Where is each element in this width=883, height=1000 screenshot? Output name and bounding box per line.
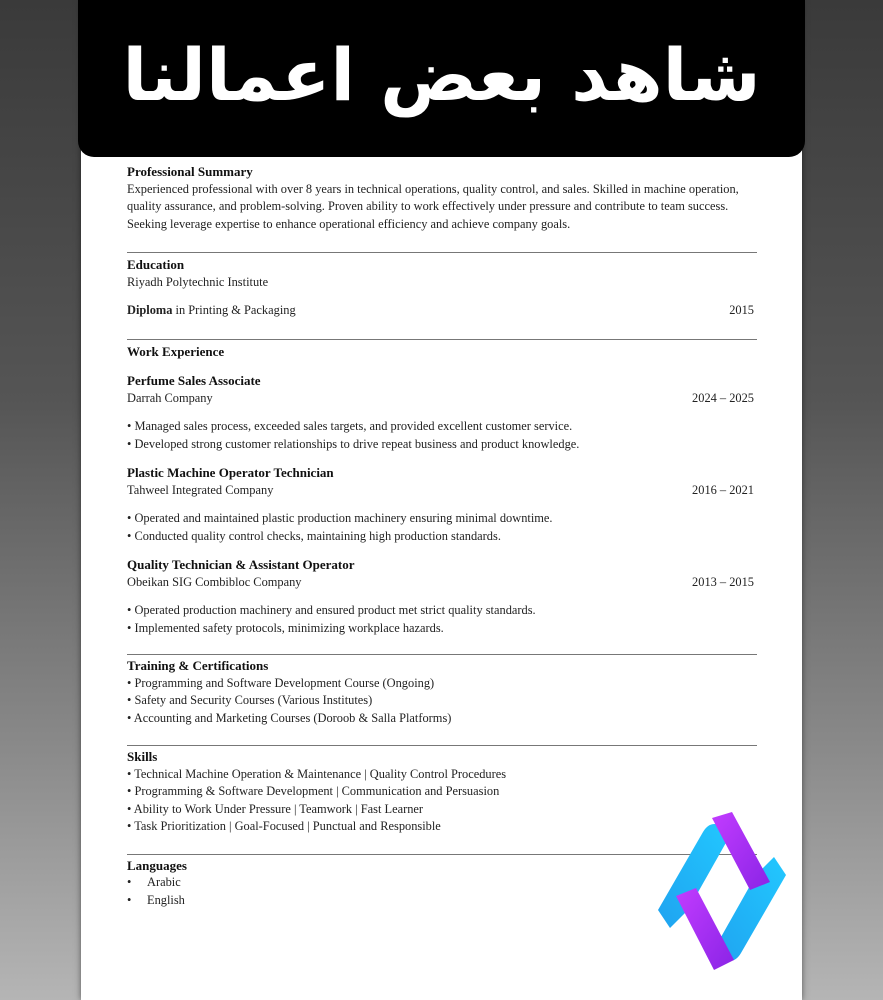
job-bullets	[127, 418, 757, 453]
job-bullet: • Developed strong customer relationships to drive repeat business and product knowledge.	[127, 436, 757, 454]
education-degree: Diploma	[127, 303, 173, 317]
job-company: Tahweel Integrated Company	[127, 482, 274, 497]
work-heading: Work Experience	[127, 343, 225, 359]
job-company: Obeikan SIG Combibloc Company	[127, 574, 302, 589]
summary-text: Experienced professional with over 8 years in technical operations, quality control, and sales. Skilled in machine operation, quality assurance, and problem-solving. Proven ability to work effectively under pressure and contribute to team success. Seeking leverage expertise to enhance operational efficiency and achieve company goals.	[127, 181, 739, 231]
banner	[78, 0, 805, 157]
education-degree-row	[127, 302, 757, 320]
job-bullet: • Managed sales process, exceeded sales targets, and provided excellent customer service.	[127, 418, 757, 436]
skill-item: • Task Prioritization | Goal-Focused | Punctual and Responsible	[127, 818, 757, 836]
summary-section	[127, 163, 757, 233]
job-company: Darrah Company	[127, 390, 213, 405]
job-bullet: • Operated and maintained plastic production machinery ensuring minimal downtime.	[127, 510, 757, 528]
resume-content	[127, 163, 757, 909]
job-title: Quality Technician & Assistant Operator	[127, 557, 355, 572]
training-list	[127, 675, 757, 728]
education-institute: Riyadh Polytechnic Institute	[127, 274, 269, 289]
skill-item: • Programming & Software Development | Communication and Persuasion	[127, 783, 757, 801]
languages-heading: Languages	[127, 857, 187, 873]
brand-logo-icon	[648, 810, 796, 975]
skills-heading: Skills	[127, 749, 158, 764]
language-item: • English	[127, 892, 757, 910]
education-year: 2015	[729, 303, 754, 317]
job-bullet: • Conducted quality control checks, maintaining high production standards.	[127, 528, 757, 546]
training-item: • Accounting and Marketing Courses (Doroob & Salla Platforms)	[127, 710, 757, 728]
training-item: • Programming and Software Development Course (Ongoing)	[127, 675, 757, 693]
job-title: Perfume Sales Associate	[127, 373, 261, 388]
training-heading: Training & Certifications	[127, 658, 269, 673]
education-field: in Printing & Packaging	[172, 303, 296, 317]
job-title: Plastic Machine Operator Technician	[127, 465, 334, 480]
education-section	[127, 256, 757, 320]
job-dates: 2024 – 2025	[692, 390, 754, 405]
job-entry	[127, 556, 757, 637]
language-item: • Arabic	[127, 874, 757, 892]
training-section	[127, 657, 757, 727]
job-entry	[127, 464, 757, 545]
job-dates: 2016 – 2021	[692, 482, 754, 497]
training-item: • Safety and Security Courses (Various Institutes)	[127, 692, 757, 710]
education-heading: Education	[127, 257, 185, 272]
work-section	[127, 343, 757, 638]
banner-title: شاهد بعض اعمالنا	[122, 32, 761, 117]
job-bullet: • Operated production machinery and ensured product met strict quality standards.	[127, 602, 757, 620]
skill-item: • Technical Machine Operation & Maintenance | Quality Control Procedures	[127, 766, 757, 784]
skill-item: • Ability to Work Under Pressure | Teamwork | Fast Learner	[127, 801, 757, 819]
job-bullets	[127, 602, 757, 637]
job-entry	[127, 372, 757, 453]
summary-heading: Professional Summary	[127, 164, 253, 179]
job-dates: 2013 – 2015	[692, 574, 754, 589]
job-bullet: • Implemented safety protocols, minimizing workplace hazards.	[127, 620, 757, 638]
job-bullets	[127, 510, 757, 545]
